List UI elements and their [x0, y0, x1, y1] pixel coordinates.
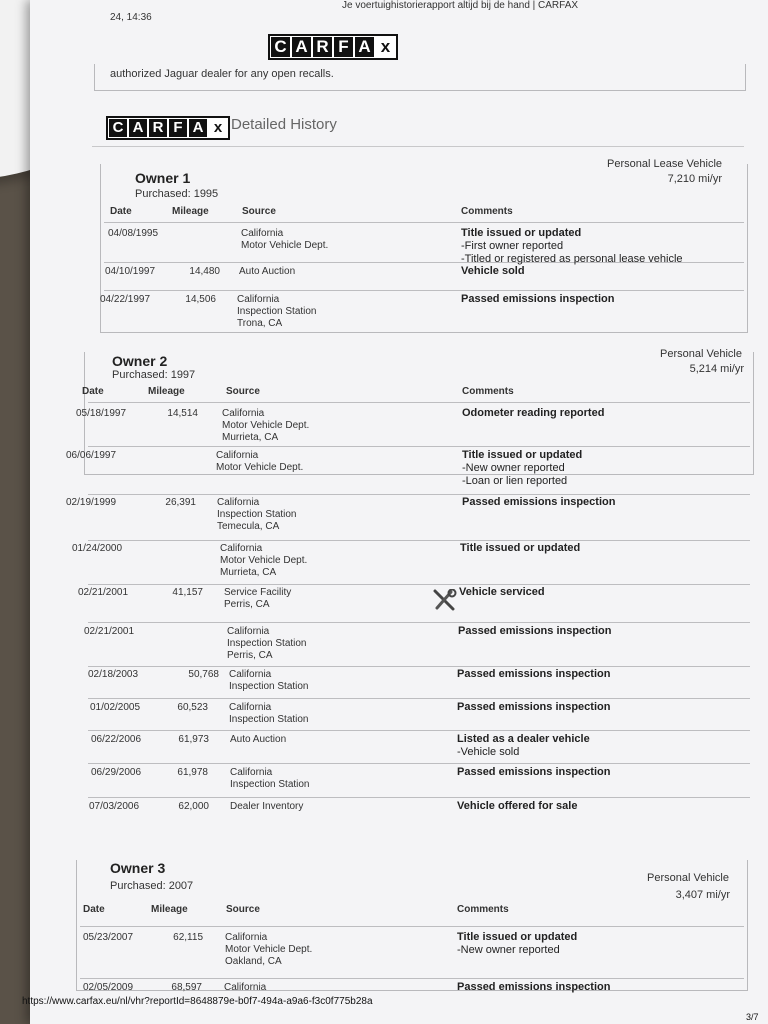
- owner-vehicle-type: Personal Lease Vehicle: [607, 158, 722, 170]
- source-line: Trona, CA: [237, 318, 283, 329]
- row-mileage: 14,480: [189, 266, 220, 277]
- column-header-date: Date: [83, 904, 105, 915]
- carfax-logo-top: C A R F A x: [268, 34, 398, 60]
- comment-title: Passed emissions inspection: [457, 981, 611, 993]
- source-line: Inspection Station: [229, 681, 309, 692]
- owner-title: Owner 3: [110, 860, 166, 876]
- row-date: 01/02/2005: [90, 702, 141, 713]
- row-divider: [88, 666, 750, 667]
- source-line: Perris, CA: [227, 650, 273, 661]
- print-time: 24, 14:36: [110, 12, 152, 23]
- row-divider: [88, 797, 750, 798]
- column-header-mileage: Mileage: [172, 206, 209, 217]
- row-source: [224, 982, 266, 994]
- source-line: Perris, CA: [224, 599, 270, 610]
- row-source: [229, 669, 309, 693]
- recalls-note: authorized Jaguar dealer for any open recalls.: [110, 68, 334, 80]
- row-source: [230, 734, 286, 746]
- print-header: Je voertuighistorierapport altijd bij de hand | CARFAX: [342, 0, 579, 11]
- wrench-screwdriver-icon: [431, 589, 457, 618]
- row-date: 02/21/2001: [78, 587, 129, 598]
- source-line: Motor Vehicle Dept.: [241, 240, 329, 251]
- row-divider: [88, 763, 750, 764]
- row-divider: [88, 446, 750, 447]
- comment-detail: -New owner reported: [457, 944, 560, 956]
- row-date: 02/18/2003: [88, 669, 139, 680]
- source-line: California: [227, 626, 270, 637]
- row-date: 01/24/2000: [72, 543, 123, 554]
- source-line: Motor Vehicle Dept.: [216, 462, 304, 473]
- comment-title: Vehicle serviced: [459, 586, 545, 598]
- recalls-box: [94, 64, 746, 91]
- row-mileage: 60,523: [177, 702, 208, 713]
- source-line: Inspection Station: [217, 509, 297, 520]
- comment-title: Passed emissions inspection: [458, 625, 612, 637]
- row-source: [230, 801, 303, 813]
- owner-vehicle-type: Personal Vehicle: [647, 872, 729, 884]
- row-mileage: 68,597: [171, 982, 202, 993]
- row-divider: [88, 730, 750, 731]
- row-source: [224, 587, 291, 611]
- comment-title: Passed emissions inspection: [457, 766, 611, 778]
- source-line: California: [217, 497, 260, 508]
- row-date: 06/22/2006: [91, 734, 142, 745]
- row-mileage: 41,157: [172, 587, 203, 598]
- source-line: Motor Vehicle Dept.: [222, 420, 310, 431]
- source-line: California: [229, 669, 272, 680]
- row-date: 05/23/2007: [83, 932, 134, 943]
- comment-title: Passed emissions inspection: [461, 293, 615, 305]
- row-mileage: 62,115: [173, 932, 203, 943]
- source-line: Motor Vehicle Dept.: [220, 555, 308, 566]
- row-comments: [461, 227, 683, 266]
- column-header-mileage: Mileage: [148, 386, 185, 397]
- comment-detail: -Loan or lien reported: [462, 475, 568, 487]
- comment-detail: -Titled or registered as personal lease vehicle: [461, 253, 683, 265]
- owner-usage: 3,407 mi/yr: [675, 889, 730, 901]
- row-comments: [460, 542, 580, 555]
- row-date: 04/10/1997: [105, 266, 156, 277]
- owner-usage: 5,214 mi/yr: [689, 363, 744, 375]
- section-title: Detailed History: [231, 116, 337, 133]
- page-url: https://www.carfax.eu/nl/vhr?reportId=8648879e-b0f7-494a-a9a6-f3c0f775b28a: [22, 996, 373, 1007]
- source-line: California: [224, 982, 267, 993]
- row-mileage: 61,973: [178, 734, 209, 745]
- section-divider: [92, 146, 744, 147]
- comment-detail: -Vehicle sold: [457, 746, 520, 758]
- comment-detail: -New owner reported: [462, 462, 565, 474]
- row-date: 07/03/2006: [89, 801, 140, 812]
- row-mileage: 14,506: [185, 294, 216, 305]
- comment-title: Title issued or updated: [462, 449, 583, 461]
- source-line: California: [220, 543, 263, 554]
- source-line: Dealer Inventory: [230, 801, 304, 812]
- column-header-mileage: Mileage: [151, 904, 188, 915]
- row-source: [220, 543, 307, 579]
- row-source: [227, 626, 307, 662]
- row-date: 02/21/2001: [84, 626, 135, 637]
- comment-title: Passed emissions inspection: [462, 496, 616, 508]
- owner-vehicle-type: Personal Vehicle: [660, 348, 742, 360]
- column-header-date: Date: [110, 206, 132, 217]
- row-source: [217, 497, 297, 533]
- source-line: Auto Auction: [239, 266, 296, 277]
- source-line: Murrieta, CA: [222, 432, 279, 443]
- row-date: 02/05/2009: [83, 982, 134, 993]
- owner-purchased: Purchased: 1997: [112, 369, 196, 381]
- column-header-comments: Comments: [457, 904, 509, 915]
- source-line: Inspection Station: [227, 638, 307, 649]
- row-date: 04/08/1995: [108, 228, 159, 239]
- row-mileage: 61,978: [177, 767, 208, 778]
- row-date: 04/22/1997: [100, 294, 151, 305]
- source-line: Temecula, CA: [217, 521, 280, 532]
- row-comments: [457, 701, 610, 714]
- owner-purchased: Purchased: 1995: [135, 188, 219, 200]
- row-comments: [461, 293, 614, 306]
- row-source: [222, 408, 309, 444]
- source-line: Auto Auction: [230, 734, 287, 745]
- row-comments: [462, 407, 604, 420]
- comment-title: Passed emissions inspection: [457, 668, 611, 680]
- owner-title: Owner 2: [112, 353, 168, 369]
- row-source: [230, 767, 310, 791]
- source-line: California: [216, 450, 259, 461]
- row-mileage: 26,391: [165, 497, 196, 508]
- row-divider: [88, 402, 750, 403]
- row-source: [216, 450, 303, 474]
- row-source: [241, 228, 328, 252]
- row-date: 06/29/2006: [91, 767, 142, 778]
- source-line: California: [230, 767, 273, 778]
- row-source: [239, 266, 295, 278]
- source-line: Inspection Station: [229, 714, 309, 725]
- comment-title: Passed emissions inspection: [457, 701, 611, 713]
- source-line: California: [222, 408, 265, 419]
- row-divider: [104, 222, 744, 223]
- row-date: 06/06/1997: [66, 450, 117, 461]
- source-line: California: [225, 932, 268, 943]
- carfax-logo-section: C A R F A x: [106, 116, 230, 140]
- source-line: California: [229, 702, 272, 713]
- column-header-comments: Comments: [461, 206, 513, 217]
- comment-detail: -First owner reported: [461, 240, 564, 252]
- row-comments: [462, 496, 615, 509]
- comment-title: Odometer reading reported: [462, 407, 605, 419]
- row-divider: [104, 290, 744, 291]
- row-divider: [88, 584, 750, 585]
- comment-title: Vehicle sold: [461, 265, 525, 277]
- row-date: 05/18/1997: [76, 408, 127, 419]
- row-mileage: 14,514: [167, 408, 198, 419]
- source-line: Oakland, CA: [225, 956, 282, 967]
- column-header-source: Source: [242, 206, 276, 217]
- row-divider: [88, 494, 750, 495]
- comment-title: Title issued or updated: [457, 931, 578, 943]
- source-line: Service Facility: [224, 587, 292, 598]
- row-mileage: 50,768: [188, 669, 219, 680]
- source-line: California: [241, 228, 284, 239]
- column-header-source: Source: [226, 904, 260, 915]
- source-line: Motor Vehicle Dept.: [225, 944, 313, 955]
- row-date: 02/19/1999: [66, 497, 117, 508]
- owner-usage: 7,210 mi/yr: [667, 173, 722, 185]
- row-divider: [88, 622, 750, 623]
- row-comments: [461, 265, 525, 278]
- row-divider: [88, 540, 750, 541]
- owner-purchased: Purchased: 2007: [110, 880, 194, 892]
- row-comments: [462, 449, 582, 488]
- page-number: 3/7: [746, 1012, 759, 1022]
- row-mileage: 62,000: [178, 801, 209, 812]
- row-source: [237, 294, 317, 330]
- row-divider: [80, 926, 744, 927]
- row-divider: [88, 698, 750, 699]
- source-line: Inspection Station: [230, 779, 310, 790]
- comment-title: Listed as a dealer vehicle: [457, 733, 590, 745]
- row-source: [229, 702, 309, 726]
- comment-title: Vehicle offered for sale: [457, 800, 578, 812]
- row-comments: [457, 766, 610, 779]
- row-source: [225, 932, 312, 968]
- row-comments: [457, 981, 610, 994]
- column-header-comments: Comments: [462, 386, 514, 397]
- column-header-date: Date: [82, 386, 104, 397]
- row-comments: [457, 931, 577, 957]
- row-comments: [459, 586, 545, 599]
- owner-title: Owner 1: [135, 170, 191, 186]
- row-comments: [457, 800, 577, 813]
- comment-title: Title issued or updated: [461, 227, 582, 239]
- row-divider: [80, 978, 744, 979]
- row-comments: [458, 625, 611, 638]
- column-header-source: Source: [226, 386, 260, 397]
- row-comments: [457, 668, 610, 681]
- source-line: Murrieta, CA: [220, 567, 277, 578]
- row-comments: [457, 733, 590, 759]
- comment-title: Title issued or updated: [460, 542, 581, 554]
- source-line: California: [237, 294, 280, 305]
- source-line: Inspection Station: [237, 306, 317, 317]
